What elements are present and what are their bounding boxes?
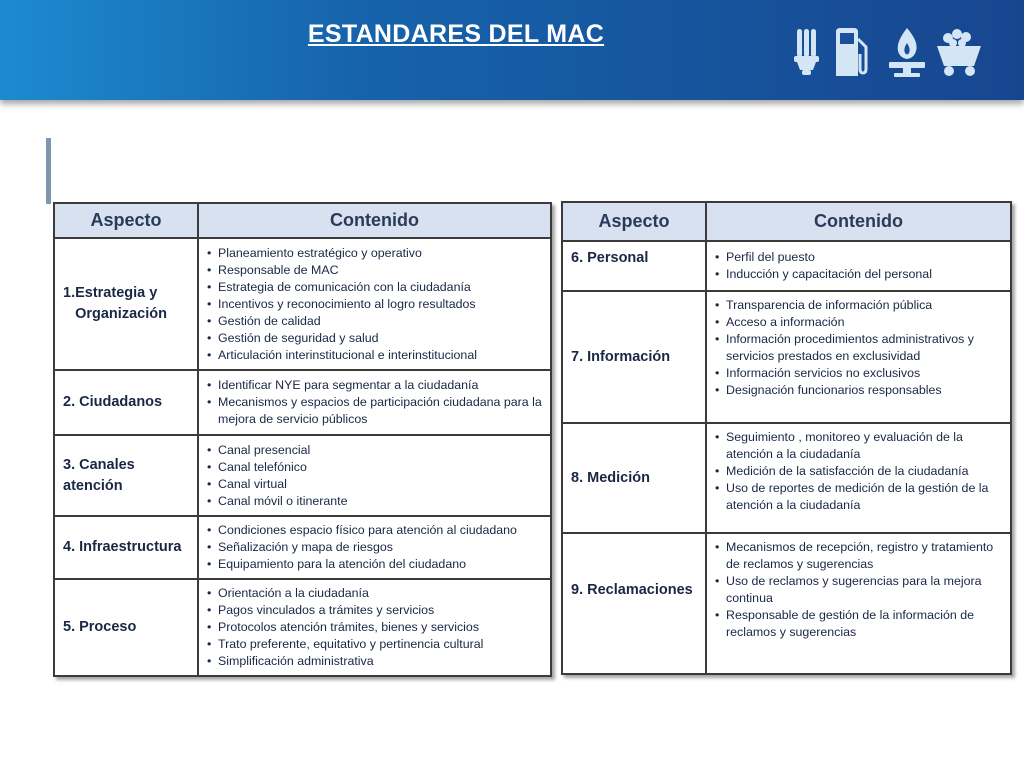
aspect-cell: 4. Infraestructura	[54, 516, 198, 579]
table-row	[54, 435, 551, 516]
list-item: • Mecanismos y espacios de participación ciudadana para la mejora de servicio públicos	[207, 394, 542, 428]
list-item: • Incentivos y reconocimiento al logro resultados	[207, 296, 542, 313]
list-item: • Perfil del puesto	[715, 249, 1002, 266]
list-item: • Condiciones espacio físico para atención al ciudadano	[207, 522, 542, 539]
standards-table-right	[561, 201, 1012, 675]
list-item: • Equipamiento para la atención del ciudadano	[207, 556, 542, 573]
list-item: • Uso de reportes de medición de la gestión de la atención a la ciudadanía	[715, 480, 1002, 514]
list-item: • Canal virtual	[207, 476, 542, 493]
content-cell	[198, 516, 551, 579]
table-row	[562, 291, 1011, 423]
list-item: • Información procedimientos administrativos y servicios prestados en exclusividad	[715, 331, 1002, 365]
light-bulb-icon	[794, 29, 819, 75]
aspect-cell: 8. Medición	[562, 423, 706, 533]
aspect-cell: 1.Estrategia y Organización	[54, 238, 198, 370]
column-header-aspecto: Aspecto	[562, 202, 706, 241]
content-cell	[706, 533, 1011, 674]
content-cell	[198, 238, 551, 370]
list-item: • Canal presencial	[207, 442, 542, 459]
list-item: • Identificar NYE para segmentar a la ciudadanía	[207, 377, 542, 394]
list-item: • Seguimiento , monitoreo y evaluación de la atención a la ciudadanía	[715, 429, 1002, 463]
aspect-cell: 6. Personal	[562, 241, 706, 291]
content-cell	[198, 435, 551, 516]
list-item: • Inducción y capacitación del personal	[715, 266, 1002, 283]
list-item: • Estrategia de comunicación con la ciudadanía	[207, 279, 542, 296]
accent-bar	[46, 138, 51, 204]
list-item: • Planeamiento estratégico y operativo	[207, 245, 542, 262]
content-cell	[706, 241, 1011, 291]
aspect-cell: 9. Reclamaciones	[562, 533, 706, 674]
list-item: • Medición de la satisfacción de la ciudadanía	[715, 463, 1002, 480]
content-cell	[706, 291, 1011, 423]
list-item: • Responsable de gestión de la información de reclamos y sugerencias	[715, 607, 1002, 641]
list-item: • Información servicios no exclusivos	[715, 365, 1002, 382]
list-item: • Gestión de seguridad y salud	[207, 330, 542, 347]
list-item: • Pagos vinculados a trámites y servicios	[207, 602, 542, 619]
list-item: • Señalización y mapa de riesgos	[207, 539, 542, 556]
aspect-cell: 2. Ciudadanos	[54, 370, 198, 435]
aspect-cell: 3. Canales atención	[54, 435, 198, 516]
standards-table-left	[53, 202, 552, 677]
list-item: • Simplificación administrativa	[207, 653, 542, 670]
column-header-contenido: Contenido	[198, 203, 551, 238]
list-item: • Uso de reclamos y sugerencias para la mejora continua	[715, 573, 1002, 607]
list-item: • Canal móvil o itinerante	[207, 493, 542, 510]
column-header-aspecto: Aspecto	[54, 203, 198, 238]
table-row	[54, 238, 551, 370]
table-row	[562, 241, 1011, 291]
list-item: • Canal telefónico	[207, 459, 542, 476]
content-cell	[706, 423, 1011, 533]
table-row	[54, 370, 551, 435]
column-header-contenido: Contenido	[706, 202, 1011, 241]
aspect-cell: 5. Proceso	[54, 579, 198, 676]
table-row	[562, 533, 1011, 674]
list-item: • Responsable de MAC	[207, 262, 542, 279]
energy-icons	[790, 26, 990, 78]
mine-cart-icon	[937, 29, 981, 76]
table-header-row	[562, 202, 1011, 241]
list-item: • Designación funcionarios responsables	[715, 382, 1002, 399]
list-item: • Acceso a información	[715, 314, 1002, 331]
gas-flame-icon	[889, 28, 925, 77]
list-item: • Orientación a la ciudadanía	[207, 585, 542, 602]
list-item: • Gestión de calidad	[207, 313, 542, 330]
list-item: • Trato preferente, equitativo y pertinencia cultural	[207, 636, 542, 653]
header-bar	[0, 0, 1024, 100]
fuel-pump-icon	[836, 28, 866, 76]
table-row	[562, 423, 1011, 533]
page-title: ESTANDARES DEL MAC	[307, 20, 605, 48]
list-item: • Mecanismos de recepción, registro y tratamiento de reclamos y sugerencias	[715, 539, 1002, 573]
aspect-cell: 7. Información	[562, 291, 706, 423]
table-header-row	[54, 203, 551, 238]
content-cell	[198, 370, 551, 435]
table-row	[54, 516, 551, 579]
list-item: • Transparencia de información pública	[715, 297, 1002, 314]
content-cell	[198, 579, 551, 676]
list-item: • Protocolos atención trámites, bienes y servicios	[207, 619, 542, 636]
list-item: • Articulación interinstitucional e interinstitucional	[207, 347, 542, 364]
table-row	[54, 579, 551, 676]
